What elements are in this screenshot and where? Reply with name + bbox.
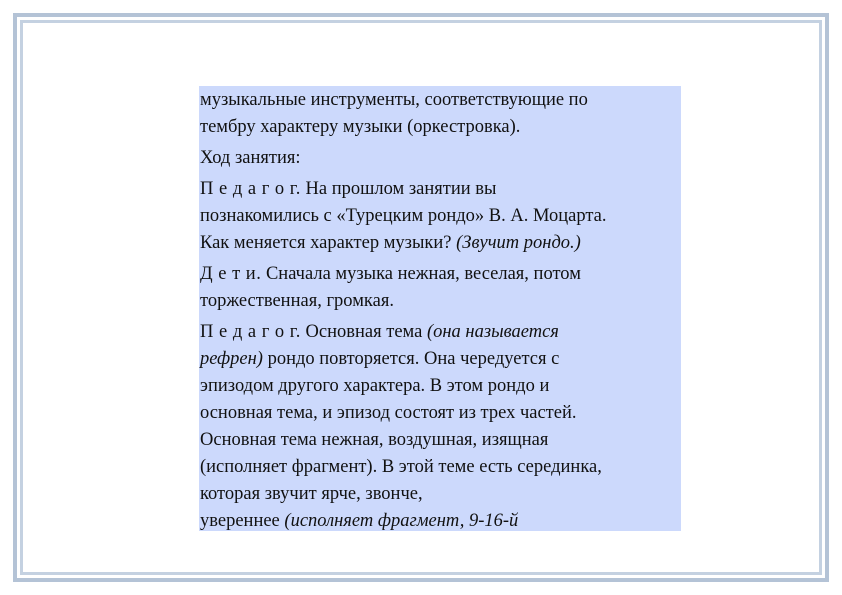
stage-direction: (Звучит рондо.)	[456, 233, 581, 253]
lesson-text-block	[199, 86, 681, 531]
text-line	[200, 230, 680, 257]
paragraph-teacher-1	[200, 176, 680, 257]
text-line: эпизодом другого характера. В этом рондо и	[200, 376, 550, 396]
text-line	[200, 346, 680, 373]
text-fragment: увереннее	[200, 511, 285, 531]
speaker-label: П е д а г о г.	[200, 179, 301, 199]
section-heading: Ход занятия:	[200, 148, 301, 168]
text-fragment: рондо повторяется. Она чередуется с	[262, 349, 560, 369]
text-line: торжественная, громкая.	[200, 291, 394, 311]
stage-direction: рефрен)	[200, 349, 263, 369]
speaker-label: Д е т и.	[200, 264, 262, 284]
text-line: (исполняет фрагмент). В этой теме есть серединка,	[200, 457, 602, 477]
text-fragment: Основная тема	[300, 322, 427, 342]
text-fragment: На прошлом занятии вы	[300, 179, 497, 199]
text-line: основная тема, и эпизод состоят из трех частей.	[200, 403, 577, 423]
text-line	[200, 176, 680, 203]
text-line: Основная тема нежная, воздушная, изящная	[200, 430, 549, 450]
text-line: музыкальные инструменты, соответствующие по	[200, 90, 588, 110]
text-line	[200, 261, 680, 288]
text-line: тембру характеру музыки (оркестровка).	[200, 117, 521, 137]
text-line: познакомились с «Турецким рондо» В. А. Моцарта.	[200, 206, 607, 226]
text-line	[200, 319, 680, 346]
text-fragment: Как меняется характер музыки?	[200, 233, 457, 253]
paragraph-lesson-progress	[200, 145, 680, 172]
stage-direction: (она называется	[426, 322, 559, 342]
text-line	[200, 508, 680, 531]
paragraph-teacher-2	[200, 319, 680, 531]
text-line: которая звучит ярче, звонче,	[200, 484, 423, 504]
paragraph-instruments	[200, 87, 680, 141]
paragraph-children	[200, 261, 680, 315]
stage-direction: (исполняет фрагмент, 9-16-й	[284, 511, 519, 531]
speaker-label: П е д а г о г.	[200, 322, 301, 342]
text-fragment: Сначала музыка нежная, веселая, потом	[261, 264, 581, 284]
